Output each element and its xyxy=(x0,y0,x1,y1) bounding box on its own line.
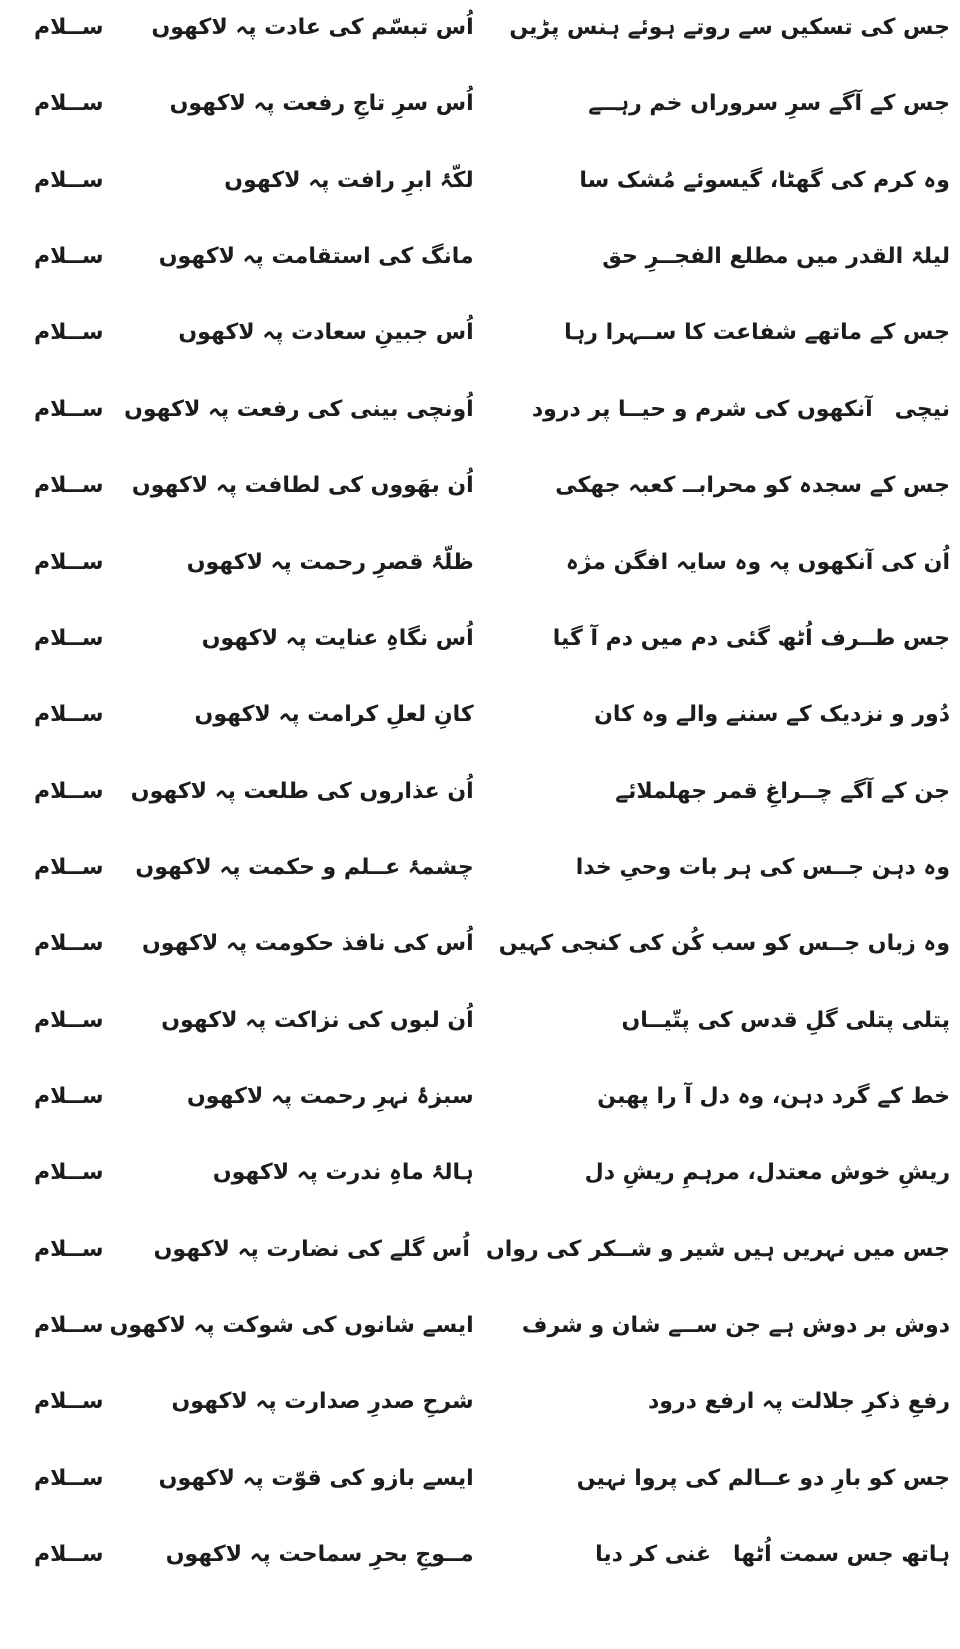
second-hemistich-text: سبزۂ نہرِ رحمت پہ لاکھوں xyxy=(187,1084,474,1110)
first-hemistich: وہ کرم کی گھٹا، گیسوئے مُشک سا xyxy=(579,167,950,193)
couplet-row xyxy=(34,854,950,883)
first-hemistich: جس کے سجدہ کو محرابــ کعبہ جھکی xyxy=(555,473,950,499)
refrain-word: ســلام xyxy=(34,473,104,499)
second-hemistich xyxy=(34,472,474,501)
couplet-row xyxy=(34,1388,950,1417)
couplet-row xyxy=(34,472,950,501)
second-hemistich xyxy=(34,167,474,196)
second-hemistich-text: مــوجِ بحرِ سماحت پہ لاکھوں xyxy=(165,1542,474,1568)
refrain-word: ســلام xyxy=(34,778,104,804)
refrain-word: ســلام xyxy=(34,931,104,957)
couplet-row xyxy=(34,90,950,119)
second-hemistich xyxy=(34,14,474,43)
second-hemistich-text: اُونچی بینی کی رفعت پہ لاکھوں xyxy=(124,396,474,422)
second-hemistich-text: ہالۂ ماہِ ندرت پہ لاکھوں xyxy=(212,1160,474,1186)
second-hemistich-text: مانگ کی استقامت پہ لاکھوں xyxy=(158,244,474,270)
refrain-word: ســلام xyxy=(34,854,104,880)
second-hemistich-text: اُس کی نافذ حکومت پہ لاکھوں xyxy=(142,931,474,957)
first-hemistich: جس طــرف اُٹھ گئی دم میں دم آ گیا xyxy=(552,625,950,651)
second-hemistich xyxy=(34,778,474,807)
refrain-word: ســلام xyxy=(34,625,104,651)
first-hemistich: ریشِ خوش معتدل، مرہمِ ریشِ دل xyxy=(584,1160,950,1186)
second-hemistich xyxy=(34,1007,474,1036)
second-hemistich xyxy=(34,319,474,348)
second-hemistich xyxy=(34,625,474,654)
second-hemistich xyxy=(34,1083,474,1112)
couplet-row xyxy=(34,930,950,959)
first-hemistich: جس کے ماتھے شفاعت کا ســہرا رہا xyxy=(564,320,950,346)
couplet-row xyxy=(34,243,950,272)
refrain-word: ســلام xyxy=(34,167,104,193)
refrain-word: ســلام xyxy=(34,15,104,40)
couplet-row xyxy=(34,701,950,730)
refrain-word: ســلام xyxy=(34,1084,104,1110)
couplet-row xyxy=(34,14,950,43)
first-hemistich: وہ زباں جــس کو سب کُن کی کنجی کہیں xyxy=(498,931,950,957)
refrain-word: ســلام xyxy=(34,1160,104,1186)
refrain-word: ســلام xyxy=(34,1236,104,1262)
couplet-row xyxy=(34,167,950,196)
refrain-word: ســلام xyxy=(34,396,104,422)
refrain-word: ســلام xyxy=(34,1313,104,1339)
second-hemistich-text: چشمۂ عــلم و حکمت پہ لاکھوں xyxy=(135,854,474,880)
couplet-row xyxy=(34,1159,950,1188)
second-hemistich-text: شرحِ صدرِ صدارت پہ لاکھوں xyxy=(171,1389,474,1415)
second-hemistich xyxy=(34,549,474,578)
first-hemistich: جس کی تسکیں سے روتے ہوئے ہنس پڑیں xyxy=(509,15,950,40)
first-hemistich: اُن کی آنکھوں پہ وہ سایہ افگن مژہ xyxy=(565,549,950,575)
second-hemistich xyxy=(34,854,474,883)
refrain-word: ســلام xyxy=(34,320,104,346)
second-hemistich-text: اُس جبینِ سعادت پہ لاکھوں xyxy=(178,320,474,346)
second-hemistich-text: اُن عذاروں کی طلعت پہ لاکھوں xyxy=(130,778,474,804)
refrain-word: ســلام xyxy=(34,1007,104,1033)
second-hemistich xyxy=(34,1236,470,1265)
second-hemistich xyxy=(34,1541,474,1570)
first-hemistich: پتلی پتلی گلِ قدس کی پتّیــاں xyxy=(621,1007,950,1033)
first-hemistich: خط کے گرد دہن، وہ دل آ را پھبن xyxy=(597,1084,950,1110)
first-hemistich: رفعِ ذکرِ جلالت پہ ارفع درود xyxy=(648,1389,950,1415)
first-hemistich: جس میں نہریں ہیں شیر و شــکر کی رواں xyxy=(485,1236,950,1262)
first-hemistich: لیلۃ القدر میں مطلع الفجــرِ حق xyxy=(602,244,950,270)
second-hemistich xyxy=(34,243,474,272)
second-hemistich xyxy=(34,396,474,425)
couplet-row xyxy=(34,396,950,425)
first-hemistich: دوش بر دوش ہے جن ســے شان و شرف xyxy=(521,1313,950,1339)
couplet-row xyxy=(34,1083,950,1112)
refrain-word: ســلام xyxy=(34,1389,104,1415)
second-hemistich xyxy=(34,1312,474,1341)
first-hemistich: وہ دہن جــس کی ہر بات وحیِ خدا xyxy=(575,854,950,880)
first-hemistich: جس کے آگے سرِ سروراں خم رہــے xyxy=(588,91,950,117)
second-hemistich xyxy=(34,1159,474,1188)
couplet-row xyxy=(34,549,950,578)
second-hemistich-text: اُن بھَووں کی لطافت پہ لاکھوں xyxy=(131,473,474,499)
second-hemistich-text: لکّۂ ابرِ رافت پہ لاکھوں xyxy=(224,167,474,193)
refrain-word: ســلام xyxy=(34,91,104,117)
couplet-row xyxy=(34,1007,950,1036)
second-hemistich-text: اُس گلے کی نضارت پہ لاکھوں xyxy=(153,1236,470,1262)
first-hemistich: جس کو بارِ دو عــالم کی پروا نہیں xyxy=(576,1465,950,1491)
second-hemistich xyxy=(34,1465,474,1494)
refrain-word: ســلام xyxy=(34,549,104,575)
refrain-word: ســلام xyxy=(34,1465,104,1491)
couplet-row xyxy=(34,1312,950,1341)
refrain-word: ســلام xyxy=(34,244,104,270)
second-hemistich-text: ایسے شانوں کی شوکت پہ لاکھوں xyxy=(109,1313,474,1339)
couplet-row xyxy=(34,1465,950,1494)
couplet-row xyxy=(34,319,950,348)
couplet-row xyxy=(34,625,950,654)
poem-rows xyxy=(34,14,950,1570)
refrain-word: ســلام xyxy=(34,702,104,728)
second-hemistich-text: ایسے بازو کی قوّت پہ لاکھوں xyxy=(158,1465,474,1491)
second-hemistich xyxy=(34,90,474,119)
second-hemistich-text: اُس تبسّم کی عادت پہ لاکھوں xyxy=(151,15,474,40)
second-hemistich xyxy=(34,1388,474,1417)
first-hemistich: دُور و نزدیک کے سننے والے وہ کان xyxy=(594,702,950,728)
second-hemistich-text: اُس نگاہِ عنایت پہ لاکھوں xyxy=(201,625,474,651)
second-hemistich-text: کانِ لعلِ کرامت پہ لاکھوں xyxy=(194,702,474,728)
couplet-row xyxy=(34,1541,950,1570)
couplet-row xyxy=(34,1236,950,1265)
first-hemistich: نیچی آنکھوں کی شرم و حیــا پر درود xyxy=(531,396,950,422)
first-hemistich: جن کے آگے چــراغِ قمر جھلملائے xyxy=(615,778,950,804)
second-hemistich-text: اُن لبوں کی نزاکت پہ لاکھوں xyxy=(161,1007,474,1033)
refrain-word: ســلام xyxy=(34,1542,104,1568)
couplet-row xyxy=(34,778,950,807)
second-hemistich-text: ظلّۂ قصرِ رحمت پہ لاکھوں xyxy=(186,549,474,575)
second-hemistich-text: اُس سرِ تاجِ رفعت پہ لاکھوں xyxy=(169,91,474,117)
second-hemistich xyxy=(34,930,474,959)
first-hemistich: ہاتھ جس سمت اُٹھا غنی کر دیا xyxy=(595,1542,950,1568)
second-hemistich xyxy=(34,701,474,730)
